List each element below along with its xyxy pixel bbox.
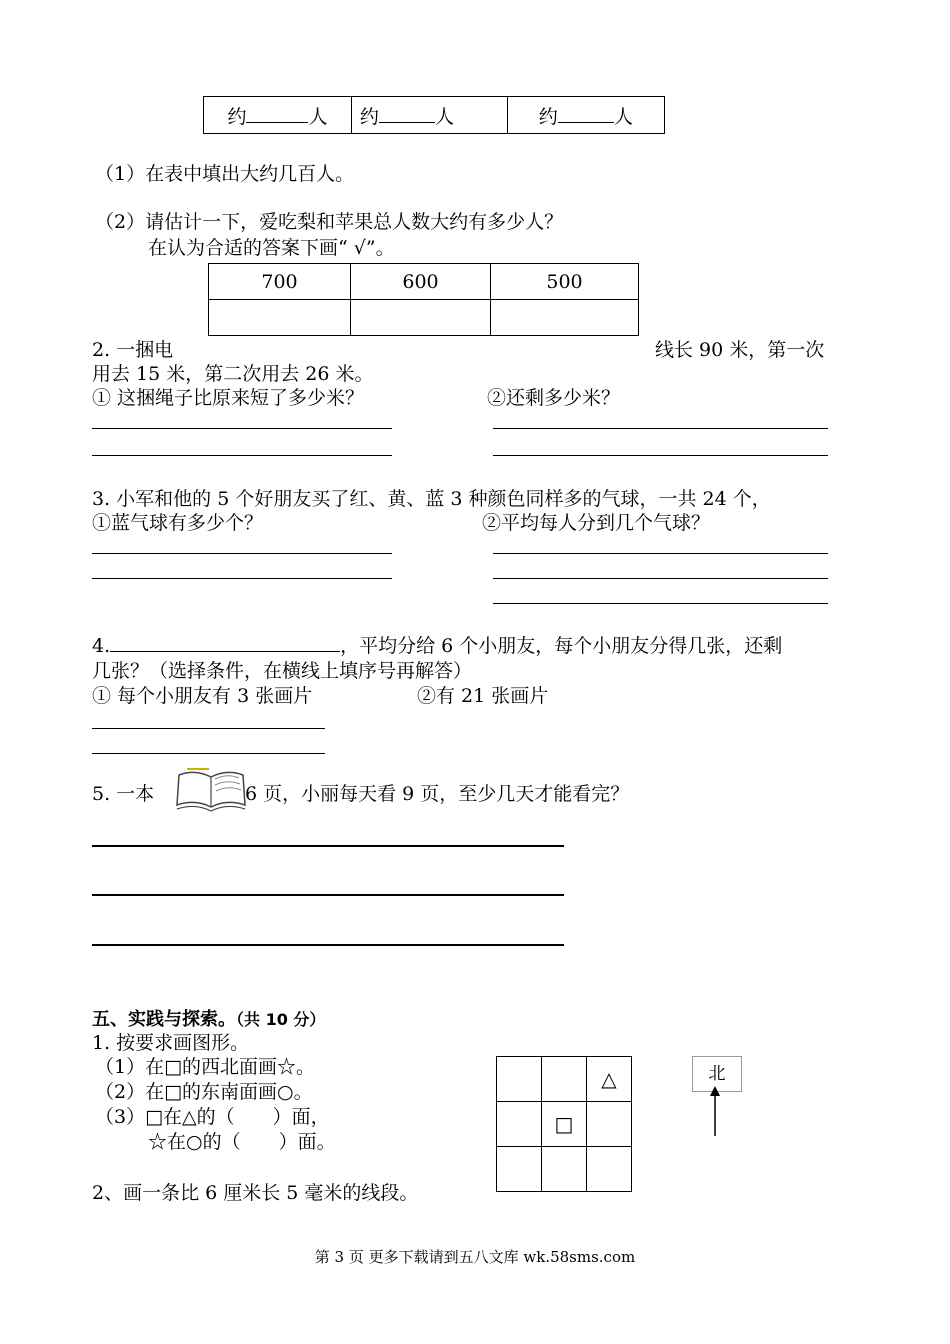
grid-cell[interactable] bbox=[497, 1147, 542, 1192]
direction-grid bbox=[496, 1056, 632, 1192]
answer-line[interactable] bbox=[92, 428, 392, 429]
q4-line1 bbox=[92, 634, 782, 658]
answer-line[interactable] bbox=[92, 455, 392, 456]
answer-line[interactable] bbox=[493, 455, 828, 456]
mark-cell-500[interactable] bbox=[491, 300, 639, 336]
section5-item1: 1. 按要求画图形。 bbox=[92, 1032, 250, 1054]
section5-heading bbox=[92, 1007, 325, 1032]
cell-suffix: 人 bbox=[613, 105, 633, 128]
answer-line[interactable] bbox=[493, 578, 828, 579]
cell-prefix: 约 bbox=[227, 105, 247, 128]
estimate-cell bbox=[507, 97, 664, 134]
option-500: 500 bbox=[491, 264, 639, 300]
page-footer: 第 3 页 更多下载请到五八文库 wk.58sms.com bbox=[314, 1248, 636, 1266]
section5-item2: 2、画一条比 6 厘米长 5 毫米的线段。 bbox=[92, 1182, 419, 1204]
estimate-cell bbox=[204, 97, 352, 134]
section5-s3b: ☆在○的（ ）面。 bbox=[148, 1131, 336, 1153]
cell-suffix: 人 bbox=[308, 105, 328, 128]
grid-cell[interactable] bbox=[497, 1057, 542, 1102]
estimate-result-table bbox=[203, 96, 665, 134]
answer-line[interactable] bbox=[92, 728, 325, 729]
answer-blank[interactable] bbox=[379, 122, 435, 123]
q1-sub1: （1）在表中填出大约几百人。 bbox=[95, 163, 355, 185]
grid-cell[interactable] bbox=[587, 1147, 632, 1192]
answer-line[interactable] bbox=[92, 944, 564, 946]
answer-line[interactable] bbox=[92, 845, 564, 847]
grid-cell[interactable] bbox=[497, 1102, 542, 1147]
section5-s3: （3）□在△的（ ）面， bbox=[95, 1106, 330, 1128]
q3-line1: 3. 小军和他的 5 个好朋友买了红、黄、蓝 3 种颜色同样多的气球，一共 24 个， bbox=[92, 488, 771, 510]
answer-line[interactable] bbox=[92, 553, 392, 554]
q4-line1-rest: ，平均分给 6 个小朋友，每个小朋友分得几张，还剩 bbox=[340, 635, 783, 657]
q2-line1-left: 2. 一捆电 bbox=[92, 339, 174, 361]
option-600: 600 bbox=[351, 264, 491, 300]
q2-line1-right: 线长 90 米，第一次 bbox=[655, 339, 825, 361]
estimate-options-table bbox=[208, 263, 639, 336]
q4-condition-blank[interactable] bbox=[110, 651, 340, 652]
q3-sub1: ①蓝气球有多少个？ bbox=[92, 512, 264, 534]
estimate-cell bbox=[351, 97, 507, 134]
answer-line[interactable] bbox=[493, 553, 828, 554]
answer-line[interactable] bbox=[92, 894, 564, 896]
q5-left: 5. 一本 bbox=[92, 783, 155, 805]
q1-sub2-line1: （2）请估计一下，爱吃梨和苹果总人数大约有多少人？ bbox=[95, 211, 564, 233]
cell-prefix: 约 bbox=[359, 105, 379, 128]
triangle-shape: △ bbox=[601, 1067, 617, 1091]
cell-suffix: 人 bbox=[434, 105, 454, 128]
answer-blank[interactable] bbox=[246, 122, 308, 123]
grid-cell[interactable] bbox=[542, 1057, 587, 1102]
section5-title: 五、实践与探索。 bbox=[92, 1009, 236, 1030]
north-arrow-icon bbox=[705, 1086, 725, 1138]
mark-cell-700[interactable] bbox=[209, 300, 351, 336]
q5-right: 6 页，小丽每天看 9 页，至少几天才能看完？ bbox=[245, 783, 630, 805]
q2-line2: 用去 15 米，第二次用去 26 米。 bbox=[92, 363, 374, 385]
section5-score: （共 10 分） bbox=[236, 1010, 326, 1029]
grid-cell-square[interactable] bbox=[542, 1102, 587, 1147]
q4-option1: ① 每个小朋友有 3 张画片 bbox=[92, 685, 313, 707]
book-icon bbox=[175, 765, 247, 813]
cell-prefix: 约 bbox=[538, 105, 558, 128]
q1-sub2-line2: 在认为合适的答案下画“ √”。 bbox=[148, 237, 395, 259]
north-label: 北 bbox=[708, 1064, 726, 1084]
q4-number: 4. bbox=[92, 635, 111, 657]
grid-cell-triangle[interactable] bbox=[587, 1057, 632, 1102]
q2-sub1: ① 这捆绳子比原来短了多少米？ bbox=[92, 387, 365, 409]
grid-cell[interactable] bbox=[542, 1147, 587, 1192]
answer-line[interactable] bbox=[92, 753, 325, 754]
section5-s1: （1）在□的西北面画☆。 bbox=[95, 1056, 316, 1078]
option-700: 700 bbox=[209, 264, 351, 300]
q4-line2: 几张？（选择条件，在横线上填序号再解答） bbox=[92, 660, 473, 682]
grid-cell[interactable] bbox=[587, 1102, 632, 1147]
q2-sub2: ②还剩多少米？ bbox=[487, 387, 621, 409]
section5-s2: （2）在□的东南面画○。 bbox=[95, 1081, 313, 1103]
answer-line[interactable] bbox=[92, 578, 392, 579]
mark-cell-600[interactable] bbox=[351, 300, 491, 336]
answer-line[interactable] bbox=[493, 603, 828, 604]
answer-line[interactable] bbox=[493, 428, 828, 429]
q4-option2: ②有 21 张画片 bbox=[417, 685, 549, 707]
square-shape: □ bbox=[554, 1112, 574, 1136]
q3-sub2: ②平均每人分到几个气球？ bbox=[482, 512, 711, 534]
answer-blank[interactable] bbox=[558, 122, 614, 123]
